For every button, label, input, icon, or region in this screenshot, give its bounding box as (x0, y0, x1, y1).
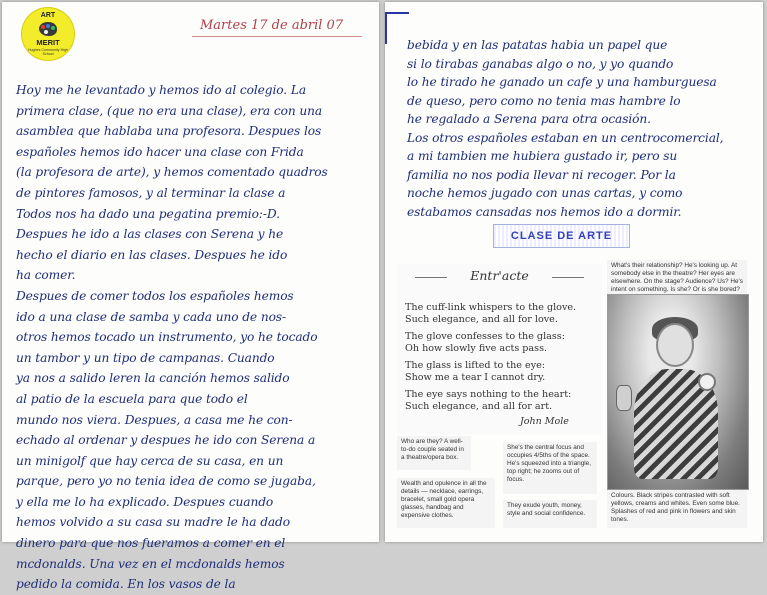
text-line: Hoy me he levantado y hemos ido al colegio. La (16, 83, 306, 97)
text-line: he regalado a Serena para otra ocasión. (407, 112, 651, 126)
painting-face (658, 325, 692, 365)
date-underline (192, 36, 362, 37)
poem-line: Such elegance, and all for art. (405, 400, 553, 412)
poem-stanza (405, 360, 545, 383)
text-line: asamblea que hablaba una profesora. Despues los (16, 124, 322, 139)
poem-stanza (405, 302, 576, 325)
badge-line1: ART (40, 12, 56, 19)
note-colours: Colours. Black stripes contrasted with soft yellows, creams and whites. Even some blue. Splashes of red and pink in flowers and skin tones. (607, 490, 747, 528)
poem-line: The glass is lifted to the eye: (405, 360, 546, 371)
text-line: si lo tirabas ganabas algo o no, y yo quando (407, 56, 674, 71)
text-line: hecho el diario en las clases. Despues he ido (16, 247, 288, 262)
text-line: noche hemos jugado con unas cartas, y como (407, 186, 683, 200)
poem-author: John Mole (520, 416, 569, 427)
palette-icon (39, 22, 57, 36)
text-line: ya nos a salido leren la canción hemos salido (16, 371, 290, 386)
text-line: de pintores famosos, y al terminar la clase a (16, 185, 286, 200)
poem-stanza (405, 331, 565, 354)
right-handwritten-text (407, 36, 757, 221)
poem-stanza (405, 389, 571, 412)
poem-line: Such elegance, and all for love. (405, 313, 558, 325)
text-line: Despues he ido a las clases con Serena y he (16, 227, 284, 242)
text-line: ha comer. (16, 268, 76, 283)
badge-subtitle: Hughes Community High School (28, 48, 68, 56)
text-line: otros hemos tocado un instrumento, yo he tocado (16, 330, 318, 345)
art-merit-badge (22, 8, 74, 60)
text-line: españoles hemos ido hacer una clase con Frida (16, 144, 304, 159)
text-line: Despues de comer todos los españoles hemos (16, 288, 294, 303)
entry-date: Martes 17 de abril 07 (200, 18, 344, 33)
note-relationship: What's their relationship? He's looking up. At somebody else in the theatre? Her eyes are elsewhere. On the stage? Audience? Us? He's intent on something. Is she? Or is she bored? (607, 260, 747, 294)
poem-title: Entr'acte (397, 268, 602, 283)
painting-flower (700, 375, 714, 389)
text-line: Los otros españoles estaban en un centrocomercial, (407, 130, 724, 145)
text-line: dinero para que nos fueramos a comer en el (16, 536, 286, 551)
corner-mark (385, 12, 409, 44)
text-line: mcdonalds. Una vez en el mcdonalds hemos (16, 556, 285, 571)
text-line: familia no nos podia llevar ni recoger. Por la (407, 167, 676, 182)
text-line: estabamos cansadas nos hemos ido a dormir. (407, 204, 682, 219)
text-line: (la profesora de arte), y hemos comentado quadros (16, 165, 328, 180)
poem-line: The eye says nothing to the heart: (405, 389, 572, 400)
poem-clipping (397, 264, 602, 434)
text-line: y ella me lo ha explicado. Despues cuando (16, 494, 274, 509)
poem-line: The cuff-link whispers to the glove. (405, 302, 577, 313)
text-line: un tambor y un tipo de campanas. Cuando (16, 350, 275, 365)
text-line: primera clase, (que no era una clase), era con una (16, 103, 323, 118)
left-page (2, 2, 379, 592)
text-line: mundo nos viera. Despues, a casa me he con- (16, 412, 293, 427)
note-wealth: Wealth and opulence in all the details — necklace, earrings, bracelet, small gold opera glasses, handbag and expensive clothes. (397, 478, 495, 528)
poem-line: Oh how slowly five acts pass. (405, 342, 548, 354)
painting-clipping (607, 294, 749, 490)
badge-line2: MERIT (36, 38, 60, 47)
text-line: de queso, pero como no tenia mas hambre lo (407, 93, 681, 108)
text-line: lo he tirado he ganado un cafe y una hamburguesa (407, 75, 717, 89)
poem-line: The glove confesses to the glass: (405, 331, 565, 342)
text-line: a mi tambien me hubiera gustado ir, pero su (407, 149, 678, 163)
note-youth: They exude youth, money, style and social confidence. (503, 500, 597, 528)
right-page (385, 2, 763, 542)
note-central: She's the central focus and occupies 4/5ths of the space. He's squeezed into a triangle, top right; he zooms out of focus. (503, 442, 597, 494)
poem-line: Show me a tear I cannot dry. (405, 371, 546, 383)
text-line: hemos volvido a su casa su madre le ha dado (16, 515, 291, 530)
text-line: ido a una clase de samba y cada uno de nos- (16, 309, 286, 324)
text-line: pedido la comida. En los vasos de la (16, 577, 236, 592)
text-line: parque, pero yo no tenia idea de como se jugaba, (16, 474, 316, 489)
left-handwritten-text (16, 80, 374, 595)
clase-de-arte-stamp: CLASE DE ARTE (493, 224, 630, 248)
text-line: echado al ordenar y despues he ido con Serena a (16, 433, 316, 448)
text-line: al patio de la escuela para que todo el (16, 391, 248, 406)
painting-opera-glasses (616, 385, 632, 411)
text-line: bebida y en las patatas habia un papel que (407, 38, 668, 52)
note-who: Who are they? A well-to-do couple seated in a theatre/opera box. (397, 436, 471, 470)
text-line: un minigolf que hay cerca de su casa, en un (16, 453, 284, 468)
text-line: Todos nos ha dado una pegatina premio:-D. (16, 206, 280, 221)
